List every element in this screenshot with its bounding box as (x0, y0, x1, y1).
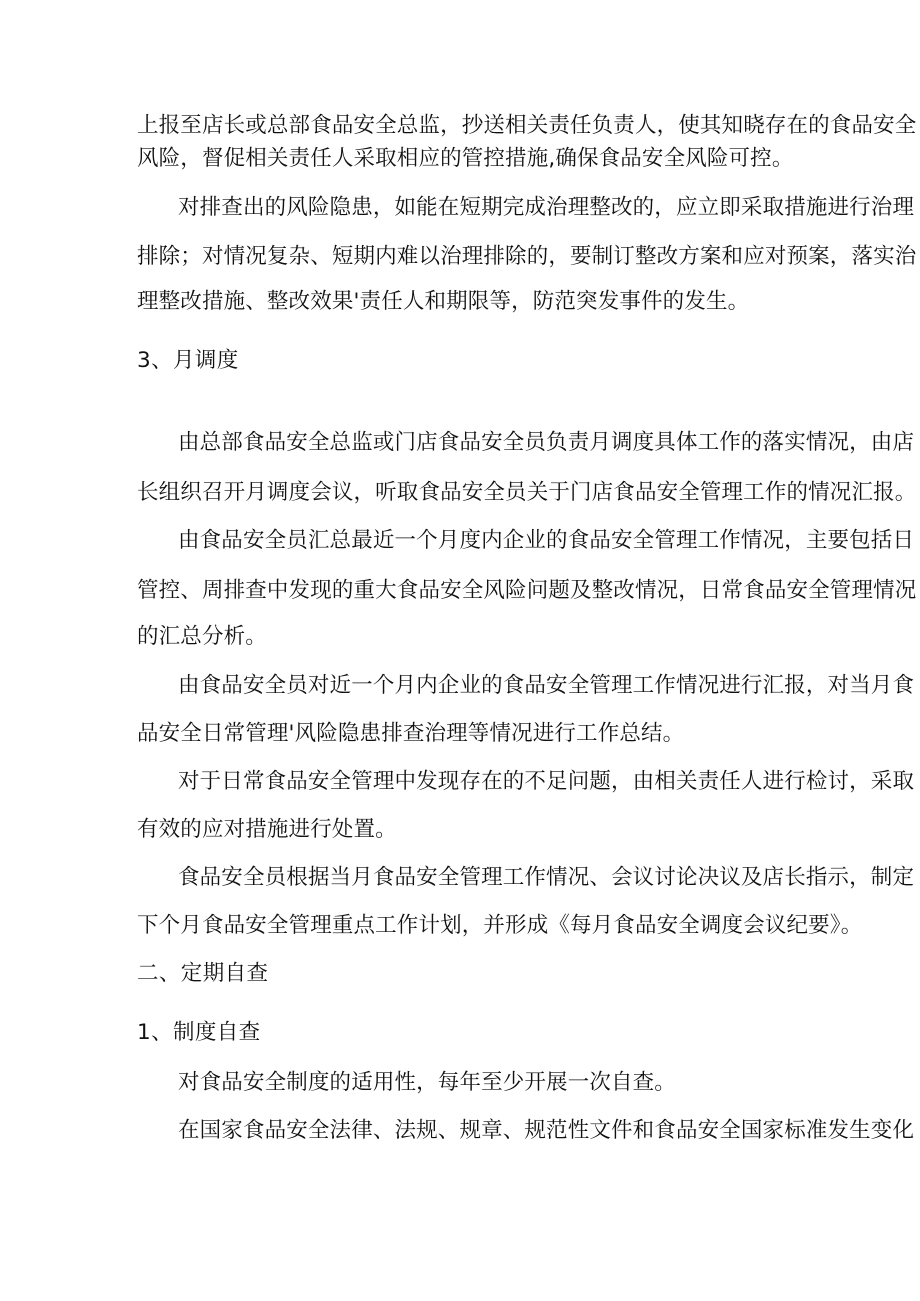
body-text-line: 有效的应对措施进行处置。 (137, 817, 397, 842)
paragraph-first-line: 对食品安全制度的适用性，每年至少开展一次自查。 (178, 1070, 676, 1095)
paragraph-first-line: 在国家食品安全法律、法规、规章、规范性文件和食品安全国家标准发生变化 (178, 1118, 915, 1143)
section-heading-system-self-check: 1、制度自查 (137, 1020, 261, 1045)
paragraph-first-line: 食品安全员根据当月食品安全管理工作情况、会议讨论决议及店长指示，制定 (178, 865, 915, 890)
body-text-line: 排除；对情况复杂、短期内难以治理排除的，要制订整改方案和应对预案，落实治 (137, 244, 917, 269)
body-text-line: 下个月食品安全管理重点工作计划，并形成《每月食品安全调度会议纪要》。 (137, 913, 863, 938)
paragraph-first-line: 由食品安全员汇总最近一个月度内企业的食品安全管理工作情况，主要包括日 (178, 528, 915, 553)
section-heading-monthly-scheduling: 3、月调度 (137, 348, 239, 373)
body-text-line: 的汇总分析。 (137, 624, 267, 649)
body-text-line: 品安全日常管理'风险隐患排查治理等情况进行工作总结。 (137, 721, 685, 746)
body-text-line: 理整改措施、整改效果'责任人和期限等，防范突发事件的发生。 (137, 289, 750, 314)
paragraph-first-line: 由总部食品安全总监或门店食品安全员负责月调度具体工作的落实情况，由店 (178, 430, 915, 455)
body-text-line: 风险，督促相关责任人采取相应的管控措施,确保食品安全风险可控。 (137, 146, 794, 171)
paragraph-first-line: 由食品安全员对近一个月内企业的食品安全管理工作情况进行汇报，对当月食 (178, 673, 915, 698)
paragraph-first-line: 对排查出的风险隐患，如能在短期完成治理整改的，应立即采取措施进行治理 (178, 195, 915, 220)
paragraph-first-line: 对于日常食品安全管理中发现存在的不足问题，由相关责任人进行检讨，采取 (178, 769, 915, 794)
body-text-line: 长组织召开月调度会议，听取食品安全员关于门店食品安全管理工作的情况汇报。 (137, 480, 917, 505)
body-text-line: 上报至店长或总部食品安全总监，抄送相关责任负责人，使其知晓存在的食品安全 (137, 113, 917, 138)
body-text-line: 管控、周排查中发现的重大食品安全风险问题及整改情况，日常食品安全管理情况 (137, 578, 917, 603)
section-heading-periodic-self-check: 二、定期自查 (137, 961, 269, 986)
